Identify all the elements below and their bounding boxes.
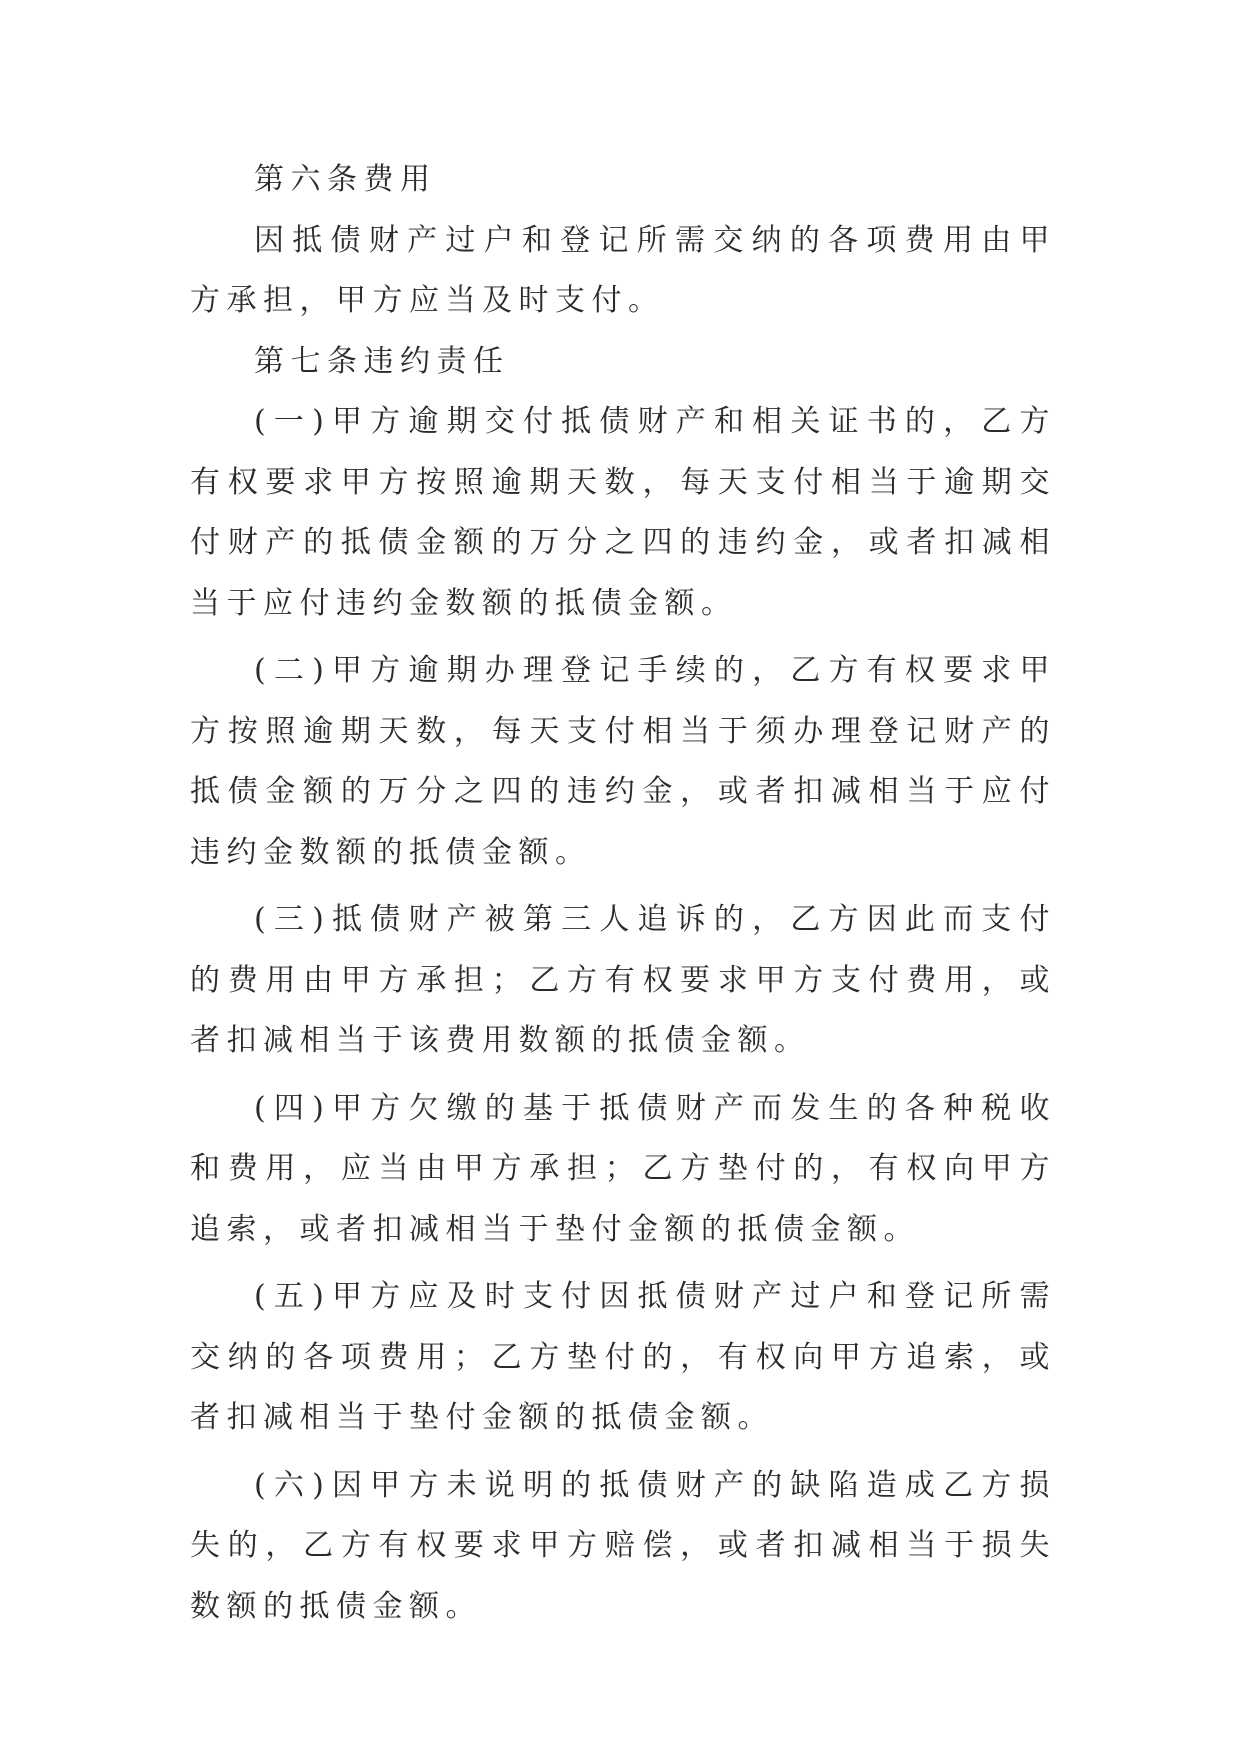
clause-3: (三)抵债财产被第三人追诉的，乙方因此而支付的费用由甲方承担；乙方有权要求甲方支付费用，或者扣减相当于该费用数额的抵债金额。: [190, 902, 1056, 1058]
clause-2: (二)甲方逾期办理登记手续的，乙方有权要求甲方按照逾期天数，每天支付相当于须办理登记财产的抵债金额的万分之四的违约金，或者扣减相当于应付违约金数额的抵债金额。: [190, 653, 1056, 870]
article-6-text: 因抵债财产过户和登记所需交纳的各项费用由甲方承担，甲方应当及时支付。: [190, 222, 1056, 318]
clause-5: (五)甲方应及时支付因抵债财产过户和登记所需交纳的各项费用；乙方垫付的，有权向甲方追索，或者扣减相当于垫付金额的抵债金额。: [190, 1279, 1056, 1435]
article-7-heading: 第七条违约责任: [254, 343, 510, 379]
clause-4: (四)甲方欠缴的基于抵债财产而发生的各种税收和费用，应当由甲方承担；乙方垫付的，有权向甲方追索，或者扣减相当于垫付金额的抵债金额。: [190, 1090, 1056, 1247]
clause-6: (六)因甲方未说明的抵债财产的缺陷造成乙方损失的，乙方有权要求甲方赔偿，或者扣减相当于损失数额的抵债金额。: [190, 1467, 1056, 1624]
document-body: [190, 150, 1056, 1637]
clause-1: (一)甲方逾期交付抵债财产和相关证书的，乙方有权要求甲方按照逾期天数，每天支付相当于逾期交付财产的抵债金额的万分之四的违约金，或者扣减相当于应付违约金数额的抵债金额。: [190, 404, 1056, 621]
article-6-heading: 第六条费用: [254, 162, 437, 197]
